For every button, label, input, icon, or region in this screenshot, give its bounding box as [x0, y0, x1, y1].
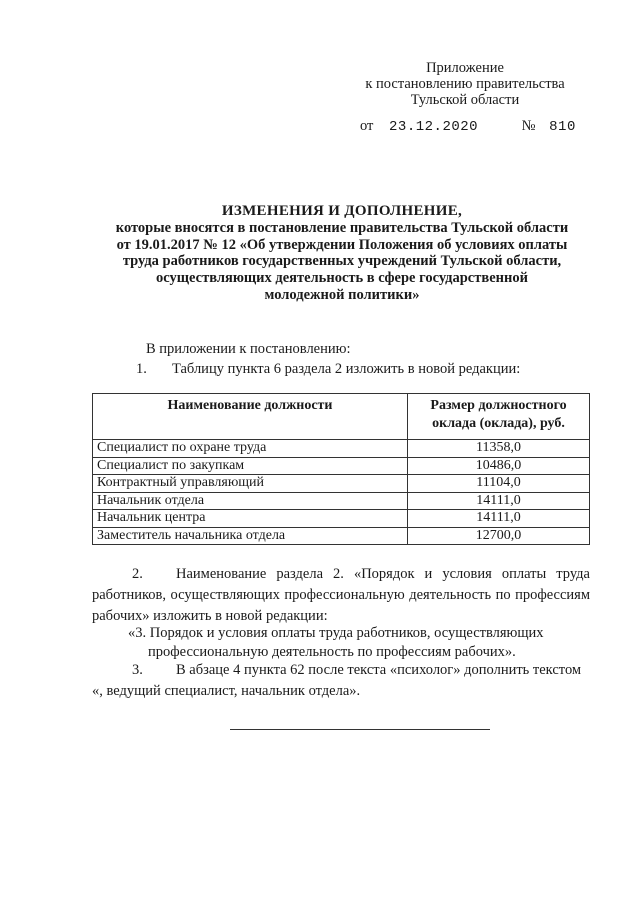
- item-1-number: 1.: [136, 361, 147, 377]
- title-line-1: которые вносятся в постановление правительства Тульской области: [115, 219, 569, 236]
- table-cell-salary: 11104,0: [408, 475, 590, 493]
- title-line-5: молодежной политики»: [264, 286, 420, 303]
- table-cell-salary: 12700,0: [408, 527, 590, 545]
- table-cell-position: Контрактный управляющий: [93, 475, 408, 493]
- table-row: [93, 475, 590, 493]
- number-label: №: [521, 118, 536, 134]
- title-line-3: труда работников государственных учреждений Тульской области,: [122, 253, 562, 270]
- document-title: [92, 203, 592, 304]
- table-row: [93, 527, 590, 545]
- item-3-number: 3.: [132, 662, 143, 678]
- closing-divider: [230, 729, 490, 730]
- intro-text: В приложении к постановлению:: [146, 341, 351, 357]
- item-1: [136, 360, 520, 378]
- salary-table: [92, 393, 590, 545]
- appendix-line-1: Приложение: [426, 60, 504, 76]
- appendix-header: [330, 60, 600, 108]
- appendix-line-3: Тульской области: [410, 92, 520, 108]
- item-3-text: В абзаце 4 пункта 62 после текста «психолог» дополнить текстом «, ведущий специалист, начальник отдела».: [92, 662, 582, 699]
- document-number: 810: [549, 119, 576, 135]
- item-2: [92, 564, 590, 627]
- table-cell-position: Начальник отдела: [93, 492, 408, 510]
- table-cell-position: Специалист по охране труда: [93, 440, 408, 458]
- table-cell-position: Специалист по закупкам: [93, 457, 408, 475]
- table-header-salary: Размер должностного оклада (оклада), руб.: [408, 394, 590, 440]
- appendix-line-2: к постановлению правительства: [365, 76, 565, 92]
- date-label: от: [360, 118, 374, 134]
- item-2-number: 2.: [132, 566, 143, 582]
- item-2-text: Наименование раздела 2. «Порядок и условия оплаты труда работников, осуществляющих профессиональную деятельность по профессиям рабочих» изложить в новой редакции:: [92, 566, 590, 624]
- quoted-section-title: [128, 624, 568, 662]
- table-cell-position: Начальник центра: [93, 510, 408, 528]
- table-cell-salary: 10486,0: [408, 457, 590, 475]
- title-main: ИЗМЕНЕНИЯ И ДОПОЛНЕНИЕ,: [221, 203, 463, 219]
- reference-line: [360, 118, 576, 135]
- table-row: [93, 492, 590, 510]
- table-row: [93, 510, 590, 528]
- title-line-4: осуществляющих деятельность в сфере государственной: [156, 270, 528, 287]
- document-date: 23.12.2020: [389, 119, 479, 135]
- table-cell-salary: 14111,0: [408, 510, 590, 528]
- table-row: [93, 440, 590, 458]
- table-cell-salary: 11358,0: [408, 440, 590, 458]
- title-line-2: от 19.01.2017 № 12 «Об утверждении Положения об условиях оплаты: [116, 236, 568, 253]
- table-header-position: Наименование должности: [93, 394, 408, 440]
- table-cell-position: Заместитель начальника отдела: [93, 527, 408, 545]
- item-3: [92, 660, 590, 702]
- item-1-text: Таблицу пункта 6 раздела 2 изложить в новой редакции:: [172, 361, 521, 377]
- table-cell-salary: 14111,0: [408, 492, 590, 510]
- quote-line-2: профессиональную деятельность по профессиям рабочих».: [148, 644, 516, 660]
- quote-line-1: «3. Порядок и условия оплаты труда работников, осуществляющих: [128, 625, 544, 641]
- table-header-row: [93, 394, 590, 440]
- table-row: [93, 457, 590, 475]
